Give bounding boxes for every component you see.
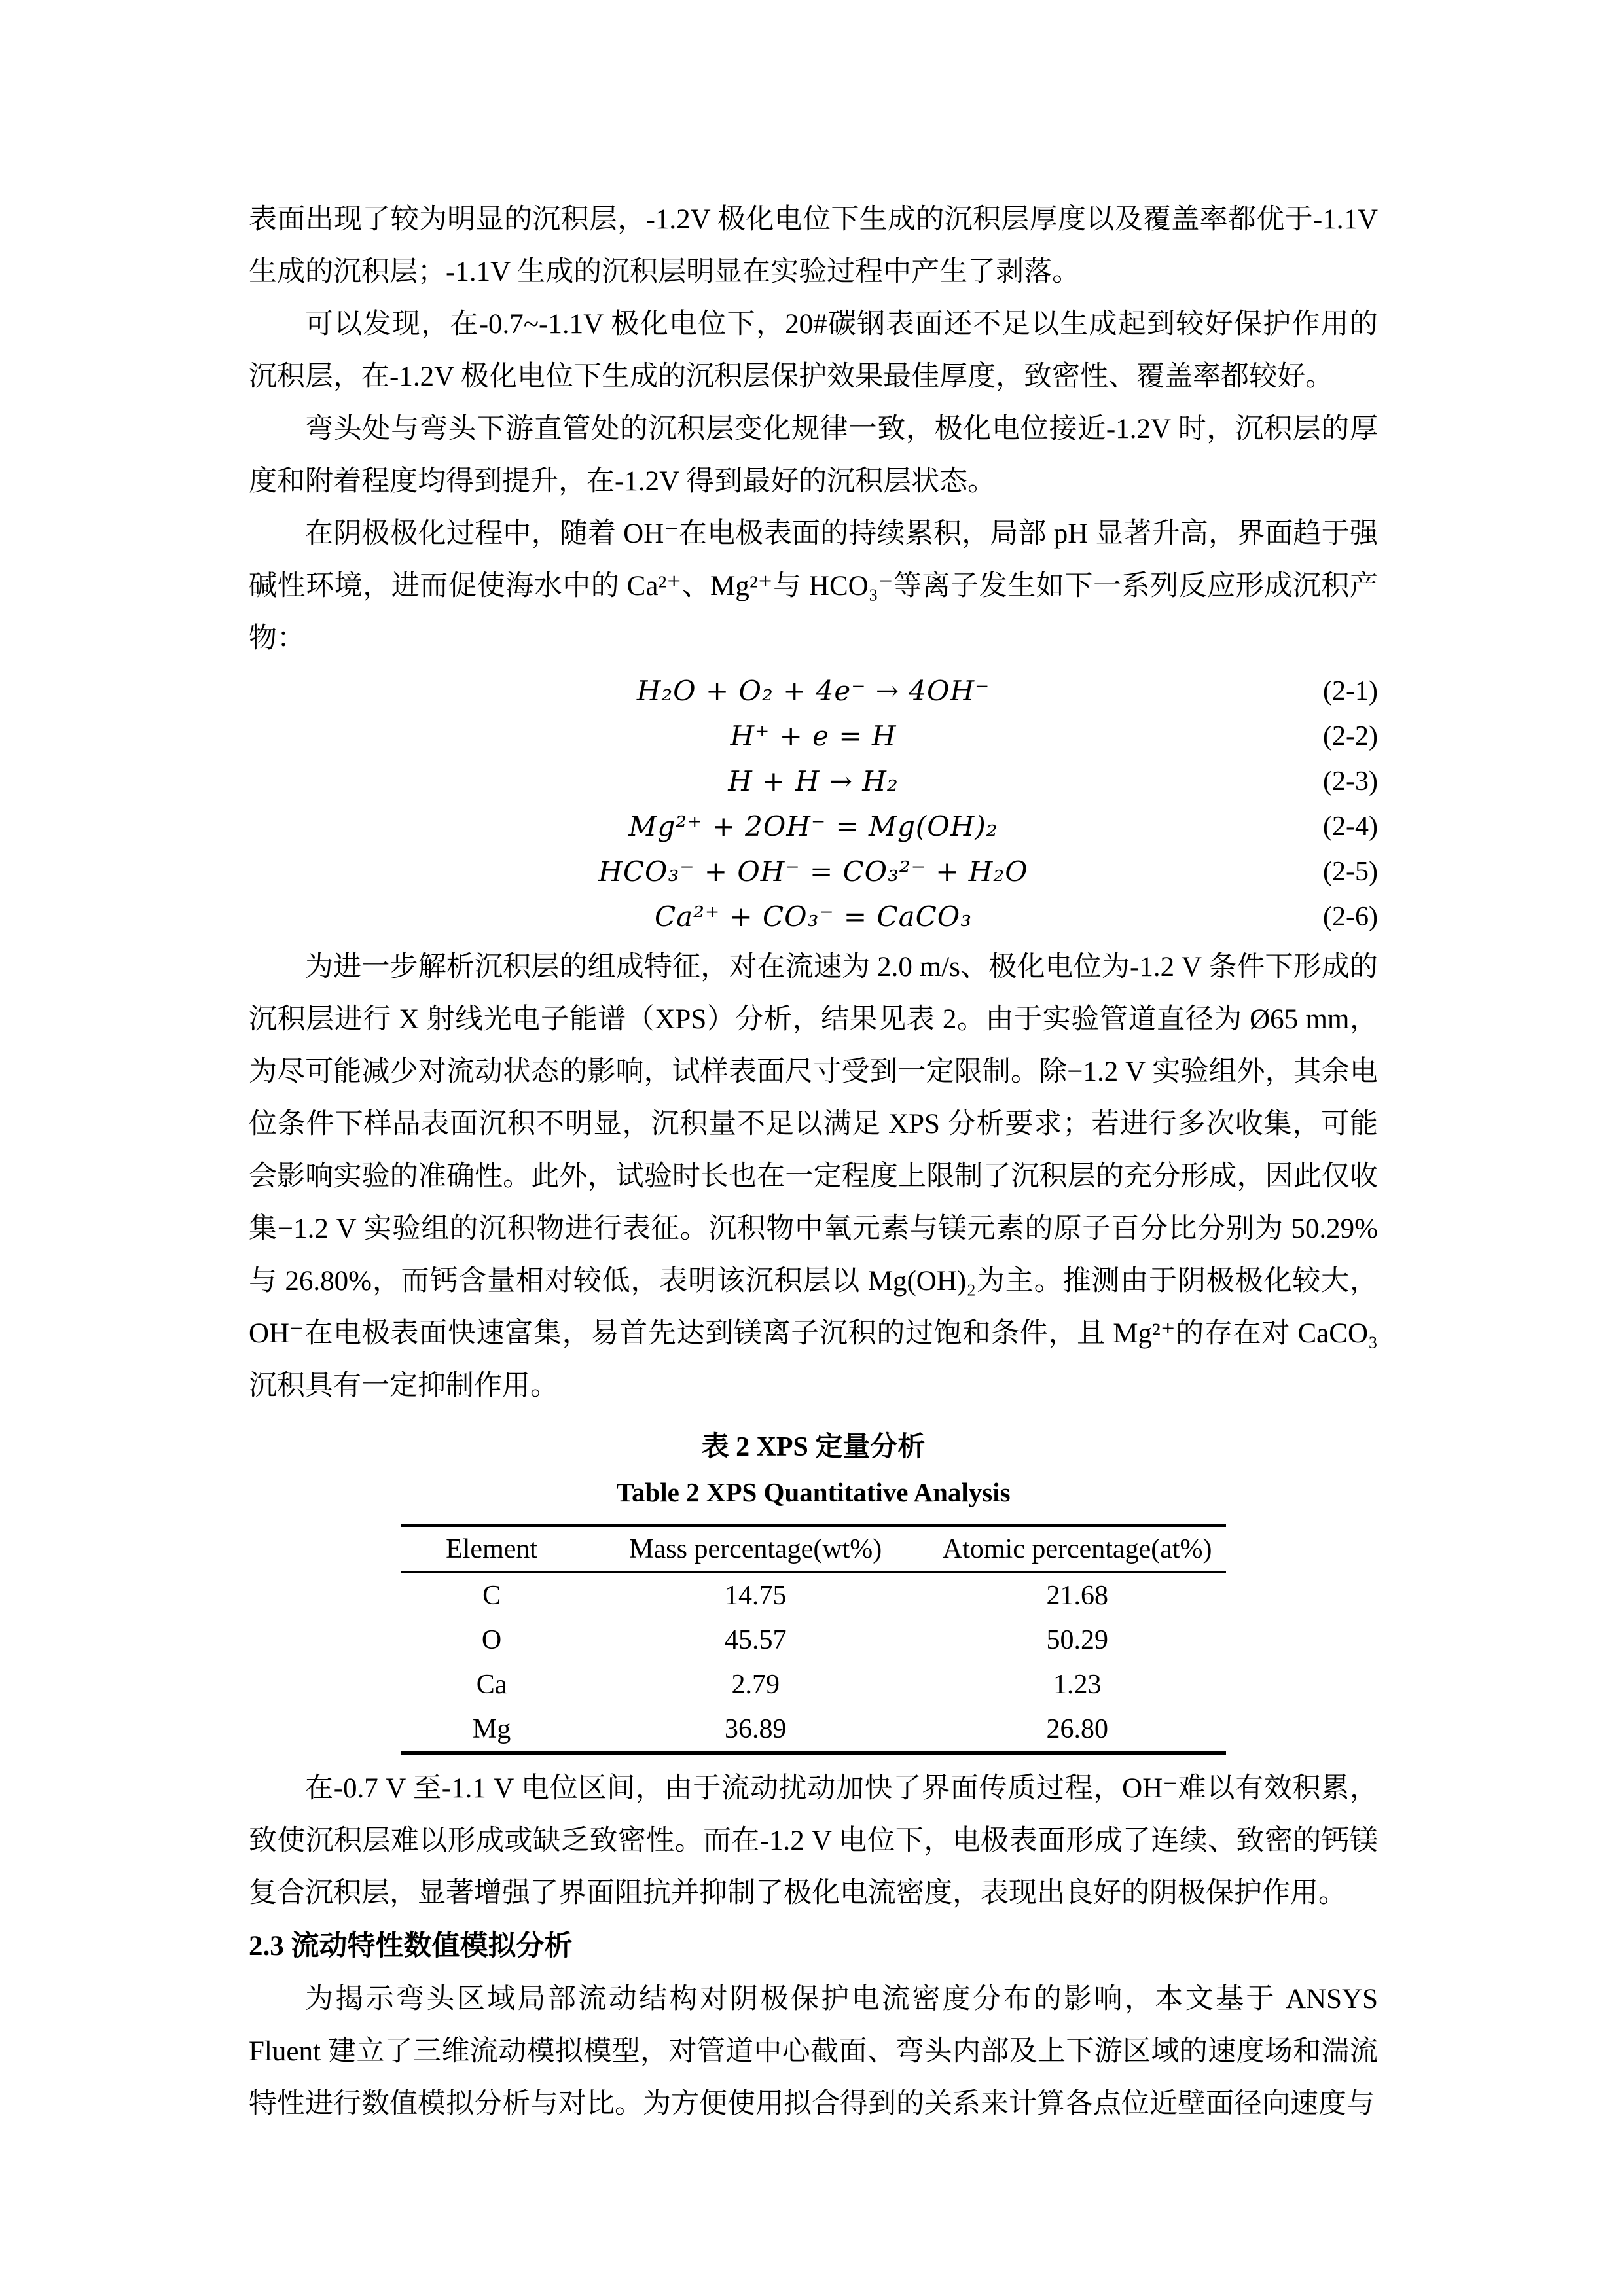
- paragraph-elbow-deposit: 弯头处与弯头下游直管处的沉积层变化规律一致，极化电位接近-1.2V 时，沉积层的厚度和附着程度均得到提升，在-1.2V 得到最好的沉积层状态。: [249, 414, 1378, 497]
- cell-element: O: [481, 1625, 502, 1655]
- paragraph-cathodic-polarization: 在阴极极化过程中，随着 OH⁻在电极表面的持续累积，局部 pH 显著升高，界面趋于强碱性环境，进而促使海水中的 Ca²⁺、Mg²⁺与 HCO₃⁻等离子发生如下一系列反应形成沉积产物：: [249, 518, 1378, 654]
- equation-number: (2-4): [1323, 812, 1378, 842]
- table-row: [401, 1662, 1226, 1707]
- equation-formula: Ca²⁺ + CO₃⁻ = CaCO₃: [654, 901, 973, 933]
- section-heading-2-3: 2.3 流动特性数值模拟分析: [249, 1931, 573, 1962]
- equation-number: (2-5): [1323, 857, 1378, 887]
- paragraph-cfd-simulation: 为揭示弯头区域局部流动结构对阴极保护电流密度分布的影响，本文基于 ANSYS Fluent 建立了三维流动模拟模型，对管道中心截面、弯头内部及上下游区域的速度场和湍流特性进行数值模拟分析与对比。为方便使用拟合得到的关系来计算各点位近壁面径向速度与: [249, 1984, 1378, 2119]
- table-row: [401, 1618, 1226, 1662]
- equation-row: [249, 850, 1378, 895]
- equation-number: (2-1): [1323, 676, 1378, 706]
- equation-number: (2-3): [1323, 766, 1378, 797]
- equation-formula: HCO₃⁻ + OH⁻ = CO₃²⁻ + H₂O: [598, 855, 1028, 888]
- paragraph-xps-analysis: 为进一步解析沉积层的组成特征，对在流速为 2.0 m/s、极化电位为-1.2 V 条件下形成的沉积层进行 X 射线光电子能谱（XPS）分析，结果见表 2。由于实验管道直径为 Ø65 mm，为尽可能减少对流动状态的影响，试样表面尺寸受到一定限制。除−1.2 V 实验组外，其余电位条件下样品表面沉积不明显，沉积量不足以满足 XPS 分析要求；若进行多次收集，可能会影响实验的准确性。此外，试验时长也在一定程度上限制了沉积层的充分形成，因此仅收集−1.2 V 实验组的沉积物进行表征。沉积物中氧元素与镁元素的原子百分比分别为 50.29%与 26.80%，而钙含量相对较低，表明该沉积层以 Mg(OH)₂为主。推测由于阴极极化较大，OH⁻在电极表面快速富集，易首先达到镁离子沉积的过饱和条件，且 Mg²⁺的存在对 CaCO₃沉积具有一定抑制作用。: [249, 952, 1378, 1401]
- column-header-element: Element: [446, 1534, 538, 1564]
- column-header-atomic: Atomic percentage(at%): [942, 1534, 1212, 1564]
- cell-mass: 14.75: [725, 1581, 787, 1611]
- cell-mass: 2.79: [731, 1670, 780, 1700]
- cell-atomic: 26.80: [1046, 1714, 1108, 1744]
- equation-formula: Mg²⁺ + 2OH⁻ = Mg(OH)₂: [628, 810, 998, 842]
- paragraph-potential-range: 在-0.7 V 至-1.1 V 电位区间，由于流动扰动加快了界面传质过程，OH⁻难以有效积累，致使沉积层难以形成或缺乏致密性。而在-1.2 V 电位下，电极表面形成了连续、致密的钙镁复合沉积层，显著增强了界面阻抗并抑制了极化电流密度，表现出良好的阴极保护作用。: [249, 1773, 1378, 1909]
- equation-row: [249, 714, 1378, 759]
- equation-formula: H₂O + O₂ + 4e⁻ → 4OH⁻: [636, 675, 990, 707]
- cell-atomic: 1.23: [1053, 1670, 1102, 1700]
- equation-block: [249, 665, 1378, 941]
- cell-atomic: 21.68: [1046, 1581, 1108, 1611]
- paragraph-continuation: 表面出现了较为明显的沉积层，-1.2V 极化电位下生成的沉积层厚度以及覆盖率都优于-1.1V 生成的沉积层；-1.1V 生成的沉积层明显在实验过程中产生了剥落。: [249, 204, 1378, 287]
- xps-table: [401, 1524, 1226, 1755]
- equation-formula: H⁺ + e = H: [730, 720, 897, 752]
- equation-row: [249, 759, 1378, 804]
- table-row: [401, 1573, 1226, 1619]
- equation-number: (2-6): [1323, 902, 1378, 932]
- equation-formula: H + H → H₂: [728, 765, 899, 797]
- column-header-mass: Mass percentage(wt%): [629, 1534, 882, 1564]
- cell-element: Ca: [476, 1670, 507, 1700]
- paragraph-observation: 可以发现，在-0.7~-1.1V 极化电位下，20#碳钢表面还不足以生成起到较好保护作用的沉积层，在-1.2V 极化电位下生成的沉积层保护效果最佳厚度，致密性、覆盖率都较好。: [249, 309, 1378, 392]
- equation-number: (2-2): [1323, 721, 1378, 751]
- table-row: [401, 1707, 1226, 1753]
- cell-atomic: 50.29: [1046, 1625, 1108, 1655]
- equation-row: [249, 669, 1378, 714]
- cell-element: Mg: [472, 1714, 511, 1744]
- cell-mass: 36.89: [725, 1714, 787, 1744]
- table-header-row: [401, 1526, 1226, 1573]
- cell-mass: 45.57: [725, 1625, 787, 1655]
- cell-element: C: [482, 1581, 501, 1611]
- equation-row: [249, 895, 1378, 940]
- equation-row: [249, 804, 1378, 850]
- table-caption-en: Table 2 XPS Quantitative Analysis: [616, 1477, 1011, 1507]
- table-caption-zh: 表 2 XPS 定量分析: [701, 1432, 926, 1462]
